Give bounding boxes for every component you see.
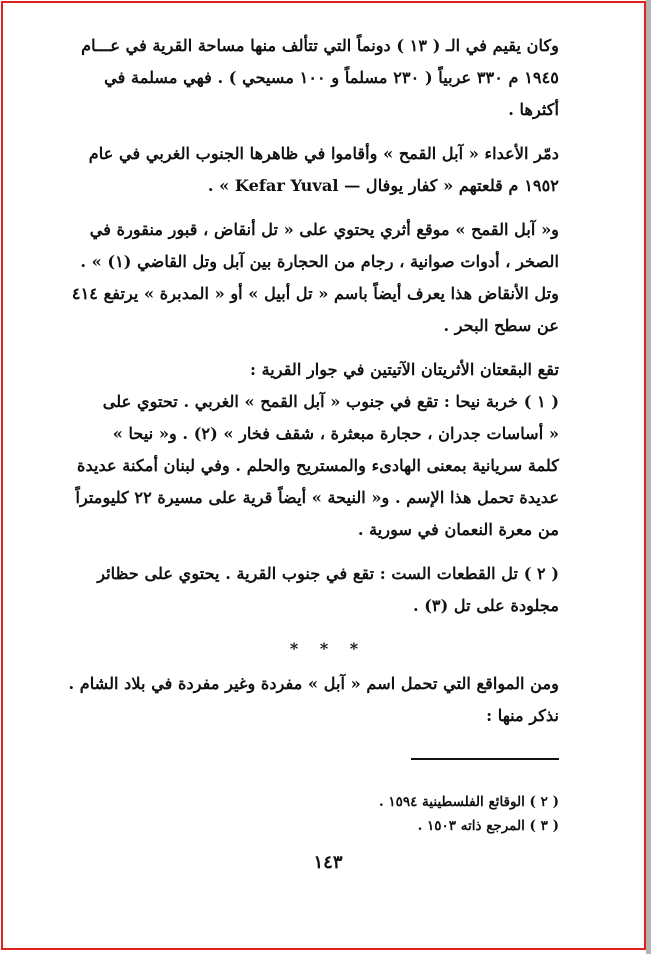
paragraph-destruction [88,138,559,202]
footnote-separator [411,758,559,760]
text-line: ( ١ ) خربة نيحا : تقع في جنوب « آبل القمح » الغربي . تحتوي على [102,392,559,411]
text-line: وكان يقيم في الـ ( ١٣ ) دونماً التي تتألف منها مساحة القرية في عـــام [81,36,559,55]
paragraph-tell-site [97,558,559,622]
text-line: دمّر الأعداء « آبل القمح » وأقاموا في ظاهرها الجنوب الغربي في عام [88,144,559,163]
text-line: ١٩٤٥ م ٣٣٠ عربياً ( ٢٣٠ مسلماً و ١٠٠ مسيحي ) . فهي مسلمة في [104,68,559,87]
scan-edge [646,0,651,954]
text-line: ومن المواقع التي تحمل اسم « آبل » مفردة وغير مفردة في بلاد الشام . [68,674,559,693]
paragraph-closing [68,668,559,732]
text-line: ( ٢ ) تل القطعات الست : تقع في جنوب القرية . يحتوي على حظائر [97,564,559,583]
paragraph-archaeology [71,214,559,342]
footnotes [97,790,559,838]
text-line: كلمة سريانية بمعنى الهادىء والمستريح والحلم . وفي لبنان أمكنة عديدة [77,456,559,475]
book-page [68,30,559,873]
text-line: و« آبل القمح » موقع أثري يحتوي على « تل أنقاض ، قبور منقورة في [89,220,559,239]
section-divider-stars: * * * [289,639,367,658]
page-number: ١٤٣ [313,852,343,873]
text-line: « أساسات جدران ، حجارة مبعثرة ، شقف فخار » (٢) . و« نيحا » [112,424,559,443]
text-line: وتل الأنقاض هذا يعرف أيضاً باسم « تل أبيل » أو « المدبرة » يرتفع ٤١٤ [71,284,559,303]
paragraph-population [81,30,559,126]
text-line: أكثرها . [508,100,559,119]
text-line: عن سطح البحر . [443,316,559,335]
text-line: الصخر ، أدوات صوانية ، رجام من الحجارة بين آبل وتل القاضي (١) » . [80,252,559,271]
text-line: ١٩٥٢ م قلعتهم « كفار يوفال — Kefar Yuval » . [207,176,559,195]
text-line: تقع البقعتان الأثريتان الآتيتين في جوار القرية : [250,360,559,379]
footnote: ( ٢ ) الوقائع الفلسطينية ١٥٩٤ . [378,794,559,810]
paragraph-nearby-sites [75,354,559,546]
text-line: من معرة النعمان في سورية . [357,520,559,539]
text-line: عديدة تحمل هذا الإسم . و« النيحة » أيضاً قرية على مسيرة ٢٢ كليومتراً [75,488,559,507]
footnote: ( ٣ ) المرجع ذاته ١٥٠٣ . [417,818,559,834]
text-line: مجلودة على تل (٣) . [412,596,559,615]
text-line: نذكر منها : [486,706,559,725]
